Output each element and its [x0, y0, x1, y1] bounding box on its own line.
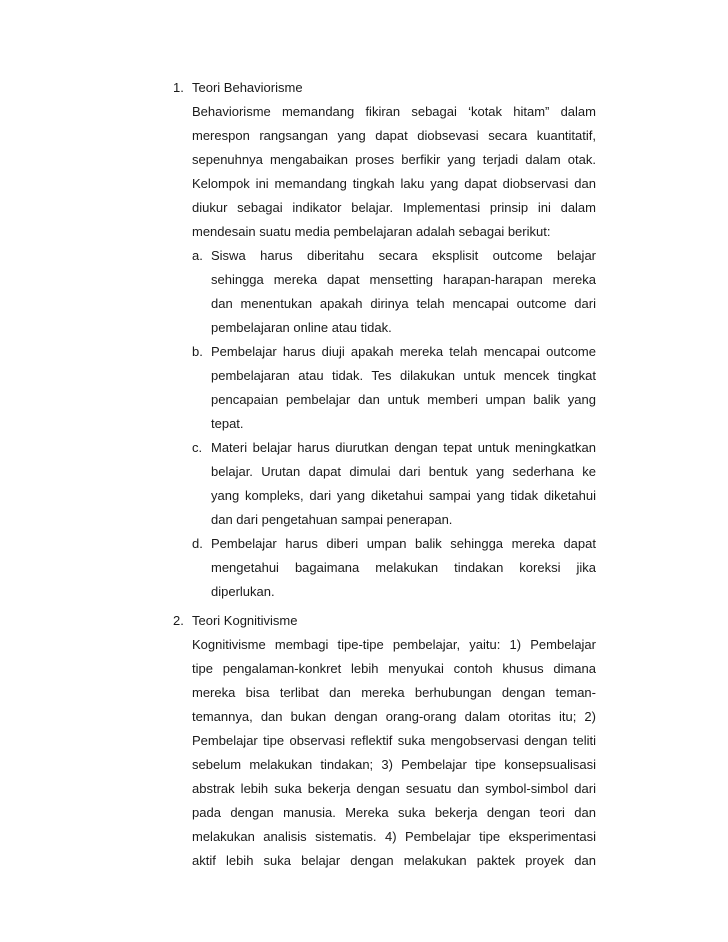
paragraph-line: melakukan analisis sistematis. 4) Pembelajar tipe eksperimentasi	[192, 829, 596, 844]
section-behaviorisme	[173, 76, 596, 604]
list-item-c	[192, 436, 596, 532]
section-heading	[173, 76, 596, 100]
list-item-line: pembelajaran atau tidak. Tes dilakukan untuk mencek tingkat	[211, 368, 596, 383]
list-item-text	[211, 532, 596, 604]
section-title: Teori Kognitivisme	[192, 613, 298, 628]
section-heading	[173, 609, 596, 633]
list-item-line: dan dari pengetahuan sampai penerapan.	[211, 512, 453, 527]
section-number: 1.	[173, 80, 184, 95]
list-item-line: sehingga mereka dapat mensetting harapan-harapan mereka	[211, 272, 596, 287]
list-item-letter: c.	[192, 440, 203, 455]
list-item-line: tepat.	[211, 416, 244, 431]
paragraph-line: tipe pengalaman-konkret lebih menyukai contoh khusus dimana	[192, 661, 596, 676]
list-item-text	[211, 340, 596, 436]
list-item-line: dan menentukan apakah dirinya telah mencapai outcome dari	[211, 296, 596, 311]
paragraph-line: Behaviorisme memandang fikiran sebagai ‘kotak hitam” dalam	[192, 104, 596, 119]
paragraph-line: abstrak lebih suka bekerja dengan sesuatu dan symbol-simbol dari	[192, 781, 596, 796]
list-item-text	[211, 436, 596, 532]
list-item-line: pembelajaran online atau tidak.	[211, 320, 392, 335]
list-item-letter: b.	[192, 344, 203, 359]
paragraph-line: sepenuhnya mengabaikan proses berfikir yang terjadi dalam otak.	[192, 152, 596, 167]
paragraph-line: mereka bisa terlibat dan mereka berhubungan dengan teman-	[192, 685, 596, 700]
list-item-line: Materi belajar harus diurutkan dengan tepat untuk meningkatkan	[211, 440, 596, 455]
list-item-line: Pembelajar harus diberi umpan balik sehingga mereka dapat	[211, 536, 596, 551]
paragraph-line: Kognitivisme membagi tipe-tipe pembelajar, yaitu: 1) Pembelajar	[192, 637, 596, 652]
list-item-line: mengetahui bagaimana melakukan tindakan koreksi jika	[211, 560, 596, 575]
section-title: Teori Behaviorisme	[192, 80, 303, 95]
paragraph-line: merespon rangsangan yang dapat diobsevasi secara kuantitatif,	[192, 128, 596, 143]
section-kognitivisme	[173, 609, 596, 873]
list-item-letter: d.	[192, 536, 203, 551]
paragraph-line: temannya, dan bukan dengan orang-orang dalam otoritas itu; 2)	[192, 709, 596, 724]
paragraph-line: Kelompok ini memandang tingkah laku yang dapat diobservasi dan	[192, 176, 596, 191]
list-item-line: pencapaian pembelajar dan untuk memberi umpan balik yang	[211, 392, 596, 407]
list-item-b	[192, 340, 596, 436]
list-item-a	[192, 244, 596, 340]
list-item-line: belajar. Urutan dapat dimulai dari bentuk yang sederhana ke	[211, 464, 596, 479]
section-paragraph	[192, 100, 596, 244]
list-item-line: diperlukan.	[211, 584, 275, 599]
paragraph-line: Pembelajar tipe observasi reflektif suka mengobservasi dengan teliti	[192, 733, 596, 748]
list-item-text	[211, 244, 596, 340]
paragraph-line: sebelum melakukan tindakan; 3) Pembelajar tipe konsepsualisasi	[192, 757, 596, 772]
section-paragraph	[192, 633, 596, 873]
section-number: 2.	[173, 613, 184, 628]
list-item-line: yang kompleks, dari yang diketahui sampai yang tidak diketahui	[211, 488, 596, 503]
list-item-d	[192, 532, 596, 604]
list-item-line: Siswa harus diberitahu secara eksplisit outcome belajar	[211, 248, 596, 263]
list-item-line: Pembelajar harus diuji apakah mereka telah mencapai outcome	[211, 344, 596, 359]
list-item-letter: a.	[192, 248, 203, 263]
paragraph-line: diukur sebagai indikator belajar. Implementasi prinsip ini dalam	[192, 200, 596, 215]
paragraph-line: aktif lebih suka belajar dengan melakukan paktek proyek dan	[192, 853, 596, 868]
paragraph-line: mendesain suatu media pembelajaran adalah sebagai berikut:	[192, 224, 551, 239]
paragraph-line: pada dengan manusia. Mereka suka bekerja dengan teori dan	[192, 805, 596, 820]
